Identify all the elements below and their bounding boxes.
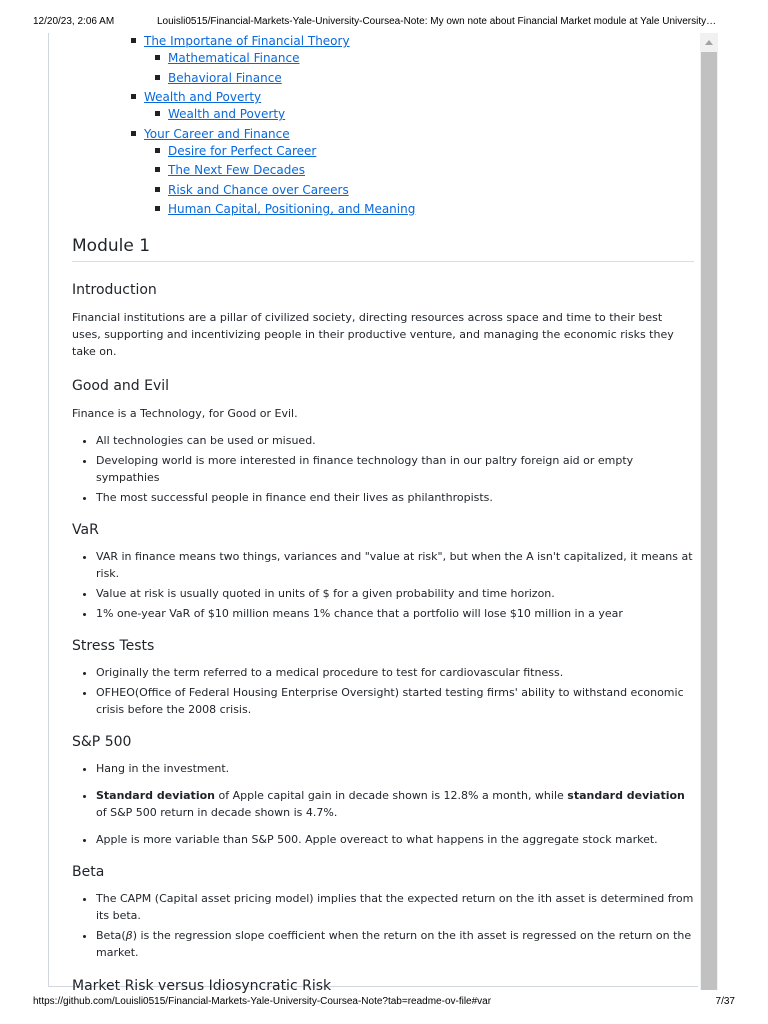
print-datetime: 12/20/23, 2:06 AM [33, 16, 115, 27]
toc-link[interactable]: Wealth and Poverty [168, 107, 286, 121]
scroll-thumb[interactable] [701, 52, 717, 990]
list-item: • Value at risk is usually quoted in units of $ for a given probability and time horizon. [96, 585, 694, 602]
list-item [96, 927, 694, 961]
toc-link[interactable]: The Importane of Financial Theory [144, 34, 350, 48]
print-page-number: 7/37 [715, 996, 735, 1007]
section-heading-beta: Beta [72, 864, 105, 880]
section-heading-sp500: S&P 500 [72, 734, 132, 750]
toc-link[interactable]: Risk and Chance over Careers [168, 182, 349, 197]
text-span: of S&P 500 return in decade shown is 4.7%. [96, 806, 338, 819]
toc-subitem [168, 50, 694, 66]
toc-sublist [144, 143, 694, 218]
list-item: • 1% one-year VaR of $10 million means 1% chance that a portfolio will lose $10 million in a year [96, 605, 694, 622]
section-heading-stress-tests: Stress Tests [72, 638, 155, 654]
text-span: ) is the regression slope coefficient when the return on the ith asset is regressed on the return on the market. [96, 929, 692, 959]
readme-content [72, 33, 694, 995]
list-item: • Developing world is more interested in finance technology than in our paltry foreign aid or empty sympathies [96, 452, 694, 486]
bold-text: Standard deviation [96, 789, 215, 802]
vertical-scrollbar[interactable] [700, 33, 718, 990]
section-heading-good-evil: Good and Evil [72, 378, 170, 394]
list-item: • The most successful people in finance end their lives as philanthropists. [96, 489, 694, 506]
good-evil-list [72, 432, 694, 506]
list-item: • Originally the term referred to a medical procedure to test for cardiovascular fitness. [96, 664, 694, 681]
list-item: • All technologies can be used or misued. [96, 432, 694, 449]
text-span: Beta( [96, 929, 126, 942]
list-item: • Apple is more variable than S&P 500. Apple overeact to what happens in the aggregate stock market. [96, 831, 694, 848]
arrow-up-icon [705, 40, 713, 45]
list-item: • Hang in the investment. [96, 760, 694, 777]
scroll-up-button[interactable] [700, 33, 718, 51]
module-heading: Module 1 [72, 235, 694, 262]
var-list [72, 548, 694, 622]
beta-list [72, 890, 694, 961]
print-url: https://github.com/Louisli0515/Financial-Markets-Yale-University-Coursea-Note?tab=readme-ov-file#var [33, 996, 492, 1007]
toc-sublist [144, 106, 694, 122]
sp500-list [72, 760, 694, 848]
toc-subitem [168, 201, 694, 217]
bold-text: standard deviation [567, 789, 685, 802]
toc-link[interactable]: Mathematical Finance [168, 51, 300, 65]
beta-symbol: β [125, 929, 133, 942]
table-of-contents [72, 33, 694, 217]
list-item: • OFHEO(Office of Federal Housing Enterprise Oversight) started testing firms' ability to withstand economic crisis before the 2008 crisis. [96, 684, 694, 718]
list-item: • VAR in finance means two things, variances and "value at risk", but when the A isn't capitalized, it means at risk. [96, 548, 694, 582]
print-footer [0, 994, 768, 1024]
section-heading-introduction: Introduction [72, 282, 157, 298]
introduction-text: Financial institutions are a pillar of civilized society, directing resources across space and time to their best uses, supporting and incentivizing people in their productive venture, and managing the economic risks they take on. [72, 311, 674, 358]
list-item: • The CAPM (Capital asset pricing model) implies that the expected return on the ith asset is determined from its beta. [96, 890, 694, 924]
toc-link[interactable]: The Next Few Decades [168, 163, 305, 177]
section-heading-var: VaR [72, 522, 99, 538]
toc-item [144, 89, 694, 122]
toc-item [144, 126, 694, 218]
toc-item [144, 33, 694, 86]
toc-subitem [168, 70, 694, 86]
text-span: of Apple capital gain in decade shown is 12.8% a month, while [214, 789, 568, 802]
list-item [96, 787, 694, 821]
toc-subitem [168, 106, 694, 122]
toc-link[interactable]: Behavioral Finance [168, 70, 282, 85]
toc-link[interactable]: Desire for Perfect Career [168, 143, 317, 158]
toc-link[interactable]: Human Capital, Positioning, and Meaning [168, 202, 416, 216]
toc-subitem [168, 143, 694, 159]
toc-sublist [144, 50, 694, 86]
toc-subitem [168, 162, 694, 178]
stress-tests-list [72, 664, 694, 718]
print-page-title: Louisli0515/Financial-Markets-Yale-University-Coursea-Note: My own note about Financial Market module at Yale University… [157, 16, 717, 27]
toc-subitem [168, 182, 694, 198]
content-frame-left-border [48, 33, 49, 986]
good-evil-text: Finance is a Technology, for Good or Evil. [72, 407, 298, 420]
toc-link[interactable]: Wealth and Poverty [144, 90, 262, 104]
toc-link[interactable]: Your Career and Finance [144, 126, 290, 141]
section-heading-market-risk: Market Risk versus Idiosyncratic Risk [72, 978, 332, 994]
